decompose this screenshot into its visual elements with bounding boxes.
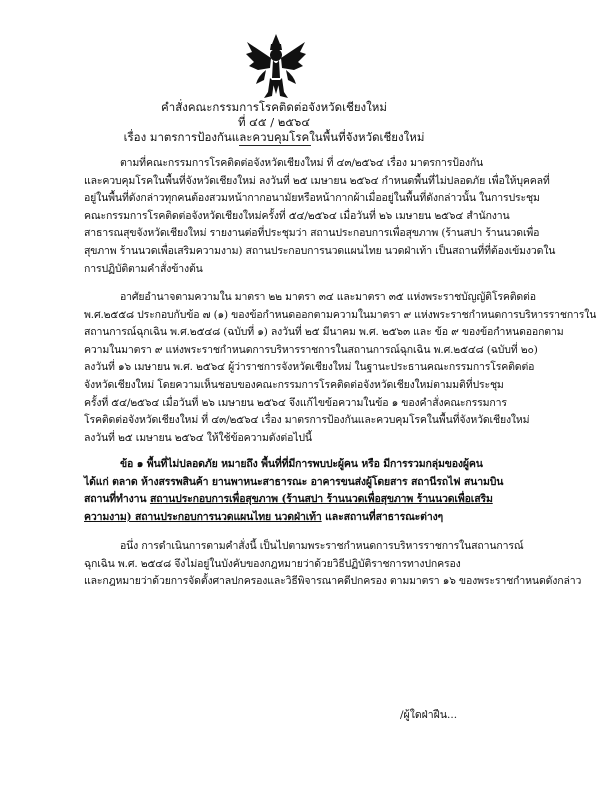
- text-line: โรคติดต่อจังหวัดเชียงใหม่ ที่ ๔๓/๒๕๖๔ เรื่อง มาตรการป้องกันและควบคุมโรคในพื้นที่จังหวัดเชียงใหม่: [84, 414, 530, 427]
- paragraph-note: [84, 538, 582, 591]
- text-line: สาธารณสุขจังหวัดเชียงใหม่ รายงานต่อที่ประชุมว่า สถานประกอบการเพื่อสุขภาพ (ร้านสปา ร้านนวดเพื่อ: [84, 227, 540, 240]
- clause-line: ข้อ ๑ พื้นที่ไม่ปลอดภัย หมายถึง พื้นที่ที่มีการพบปะผู้คน หรือ มีการรวมกลุ่มของผู้คน: [120, 458, 483, 470]
- text-line: ลงวันที่ ๒๕ เมษายน ๒๕๖๔ ให้ใช้ข้อความดังต่อไปนี้: [84, 431, 312, 444]
- text-line: คณะกรรมการโรคติดต่อจังหวัดเชียงใหม่ครั้งที่ ๕๔/๒๕๖๔ เมื่อวันที่ ๒๖ เมษายน ๒๕๖๔ สำนักงาน: [84, 209, 510, 222]
- order-title: คำสั่งคณะกรรมการโรคติดต่อจังหวัดเชียงใหม่: [161, 100, 387, 114]
- clause-line: ได้แก่ ตลาด ห้างสรรพสินค้า ยานพาหนะสาธารณะ อาคารขนส่งผู้โดยสาร สถานีรถไฟ สนามบิน: [84, 475, 504, 488]
- text-line: และกฎหมายว่าด้วยการจัดตั้งศาลปกครองและวิธีพิจารณาคดีปกครอง ตามมาตรา ๑๖ ของพระราชกำหนดดังกล่าว: [84, 575, 582, 588]
- text-line: จังหวัดเชียงใหม่ โดยความเห็นชอบของคณะกรรมการโรคติดต่อจังหวัดเชียงใหม่ตามมติที่ประชุม: [84, 378, 504, 391]
- order-subject: เรื่อง มาตรการป้องกันและควบคุมโรคในพื้นที่จังหวัดเชียงใหม่: [123, 130, 425, 144]
- text-line: อยู่ในพื้นที่ดังกล่าวทุกคนต้องสวมหน้ากากอนามัยหรือหน้ากากผ้าเมื่ออยู่ในพื้นที่ดังกล่าวนั้น ในการประชุม: [84, 192, 540, 205]
- text-line: ความในมาตรา ๙ แห่งพระราชกำหนดการบริหารราชการในสถานการณ์ฉุกเฉิน พ.ศ.๒๕๔๘ (ฉบับที่ ๒๐): [84, 343, 538, 356]
- garuda-emblem-icon: [244, 32, 308, 100]
- text-line: สุขภาพ ร้านนวดเพื่อเสริมความงาม) สถานประกอบการนวดแผนไทย นวดฝ่าเท้า เป็นสถานที่ที่ต้องเข้มงวดใน: [84, 244, 556, 257]
- paragraph-authority: [84, 289, 596, 447]
- text-line: ลงวันที่ ๑๖ เมษายน พ.ศ. ๒๕๖๔ ผู้ว่าราชการจังหวัดเชียงใหม่ ในฐานะประธานคณะกรรมการโรคติดต่อ: [84, 361, 535, 374]
- text-line: พ.ศ.๒๕๕๘ ประกอบกับข้อ ๗ (๑) ของข้อกำหนดออกตามความในมาตรา ๙ แห่งพระราชกำหนดการบริหารราชการใน: [84, 308, 596, 321]
- paragraph-background: [84, 155, 556, 278]
- text-line: และควบคุมโรคในพื้นที่จังหวัดเชียงใหม่ ลงวันที่ ๒๕ เมษายน ๒๕๖๔ กำหนดพื้นที่ไม่ปลอดภัย เพื่อให้บุคคลที่: [84, 174, 550, 187]
- clause-text: และสถานที่สาธารณะต่างๆ: [321, 510, 444, 523]
- text-line: การปฏิบัติตามคำสั่งข้างต้น: [84, 262, 203, 275]
- clause-text: สถานที่ทำงาน: [84, 493, 150, 506]
- clause-underlined-text: สถานประกอบการเพื่อสุขภาพ (ร้านสปา ร้านนวดเพื่อสุขภาพ ร้านนวดเพื่อเสริม: [149, 493, 493, 506]
- text-line: อนึ่ง การดำเนินการตามคำสั่งนี้ เป็นไปตามพระราชกำหนดการบริหารราชการในสถานการณ์: [120, 540, 524, 552]
- text-line: ฉุกเฉิน พ.ศ. ๒๕๔๘ จึงไม่อยู่ในบังคับของกฎหมายว่าด้วยวิธีปฏิบัติราชการทางปกครอง: [84, 557, 461, 570]
- continuation-note: /ผู้ใดฝ่าฝืน...: [400, 709, 458, 721]
- clause-line: [84, 509, 516, 527]
- clause-line: [84, 491, 516, 509]
- clause-underlined-text: ความงาม) สถานประกอบการนวดแผนไทย นวดฝ่าเท้า: [84, 510, 322, 523]
- text-line: ตามที่คณะกรรมการโรคติดต่อจังหวัดเชียงใหม่ ที่ ๔๓/๒๕๖๔ เรื่อง มาตรการป้องกัน: [120, 157, 484, 169]
- text-line: ครั้งที่ ๕๔/๒๕๖๔ เมื่อวันที่ ๒๖ เมษายน ๒๕๖๔ จึงแก้ไขข้อความในข้อ ๑ ของคำสั่งคณะกรรมการ: [84, 396, 507, 409]
- header-divider: [239, 145, 311, 146]
- text-line: อาศัยอำนาจตามความใน มาตรา ๒๒ มาตรา ๓๔ และมาตรา ๓๕ แห่งพระราชบัญญัติโรคติดต่อ: [120, 291, 536, 303]
- text-line: สถานการณ์ฉุกเฉิน พ.ศ.๒๕๔๘ (ฉบับที่ ๑) ลงวันที่ ๒๕ มีนาคม พ.ศ. ๒๕๖๓ และ ข้อ ๙ ของข้อกำหนดออกตาม: [84, 326, 564, 339]
- order-number: ที่ ๔๕ / ๒๕๖๔: [237, 115, 311, 129]
- clause-1: [84, 456, 516, 526]
